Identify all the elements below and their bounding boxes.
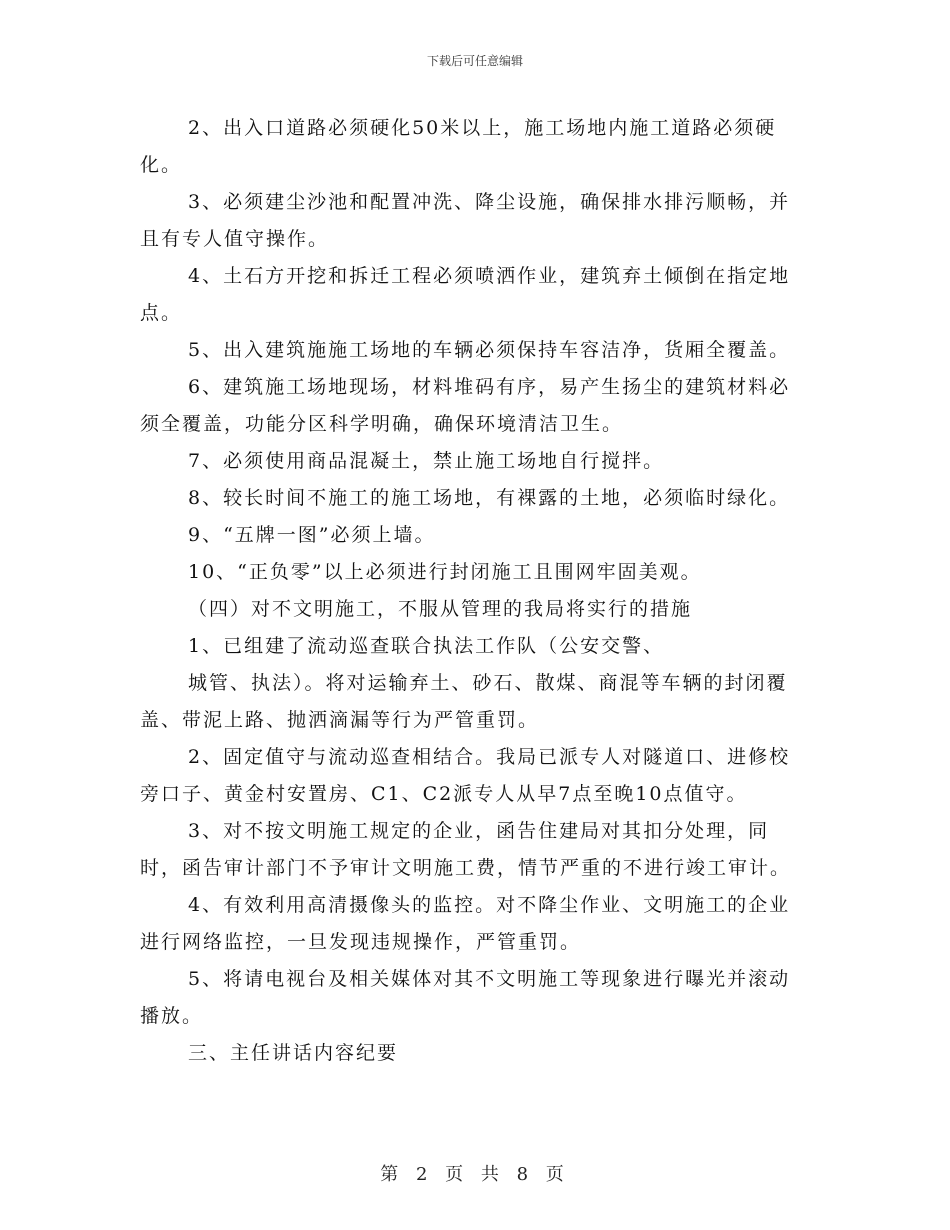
section-heading-3: 三、主任讲话内容纪要: [188, 1042, 399, 1064]
paragraph-14: 4、有效利用高清摄像头的监控。对不降尘作业、文明施工的企业进行网络监控，一旦发现违规操作，严管重罚。: [140, 894, 791, 953]
paragraph-12: 2、固定值守与流动巡查相结合。我局已派专人对隧道口、进修校旁口子、黄金村安置房、C1、C2派专人从早7点至晚10点值守。: [140, 746, 791, 805]
document-body: [140, 110, 810, 1072]
paragraph-10: 1、已组建了流动巡查联合执法工作队（公安交警、: [188, 635, 665, 657]
page-number: 第 2 页 共 8 页: [380, 1164, 570, 1185]
paragraph-8: 9、“五牌一图”必须上墙。: [188, 524, 436, 546]
paragraph-2: 3、必须建尘沙池和配置冲洗、降尘设施，确保排水排污顺畅，并且有专人值守操作。: [140, 191, 791, 250]
paragraph-11: 城管、执法）。将对运输弃土、砂石、散煤、商混等车辆的封闭覆盖、带泥上路、抛洒滴漏等行为严管重罚。: [140, 672, 788, 731]
paragraph-3: 4、土石方开挖和拆迁工程必须喷洒作业，建筑弃土倾倒在指定地点。: [140, 265, 791, 324]
paragraph-4: 5、出入建筑施施工场地的车辆必须保持车容洁净，货厢全覆盖。: [188, 339, 791, 361]
page-header: 下载后可任意编辑: [426, 54, 523, 68]
paragraph-13: 3、对不按文明施工规定的企业，函告住建局对其扣分处理，同时，函告审计部门不予审计文明施工费，情节严重的不进行竣工审计。: [140, 820, 792, 879]
paragraph-5: 6、建筑施工场地现场，材料堆码有序，易产生扬尘的建筑材料必须全覆盖，功能分区科学明确，确保环境清洁卫生。: [140, 376, 791, 435]
section-heading-4: （四）对不文明施工，不服从管理的我局将实行的措施: [188, 598, 693, 620]
paragraph-7: 8、较长时间不施工的施工场地，有裸露的土地，必须临时绿化。: [188, 487, 791, 509]
paragraph-15: 5、将请电视台及相关媒体对其不文明施工等现象进行曝光并滚动播放。: [140, 968, 791, 1027]
paragraph-1: 2、出入口道路必须硬化50米以上，施工场地内施工道路必须硬化。: [140, 117, 777, 176]
paragraph-9: 10、“正负零”以上必须进行封闭施工且围网牢固美观。: [188, 561, 702, 583]
paragraph-6: 7、必须使用商品混凝土，禁止施工场地自行搅拌。: [188, 450, 665, 472]
